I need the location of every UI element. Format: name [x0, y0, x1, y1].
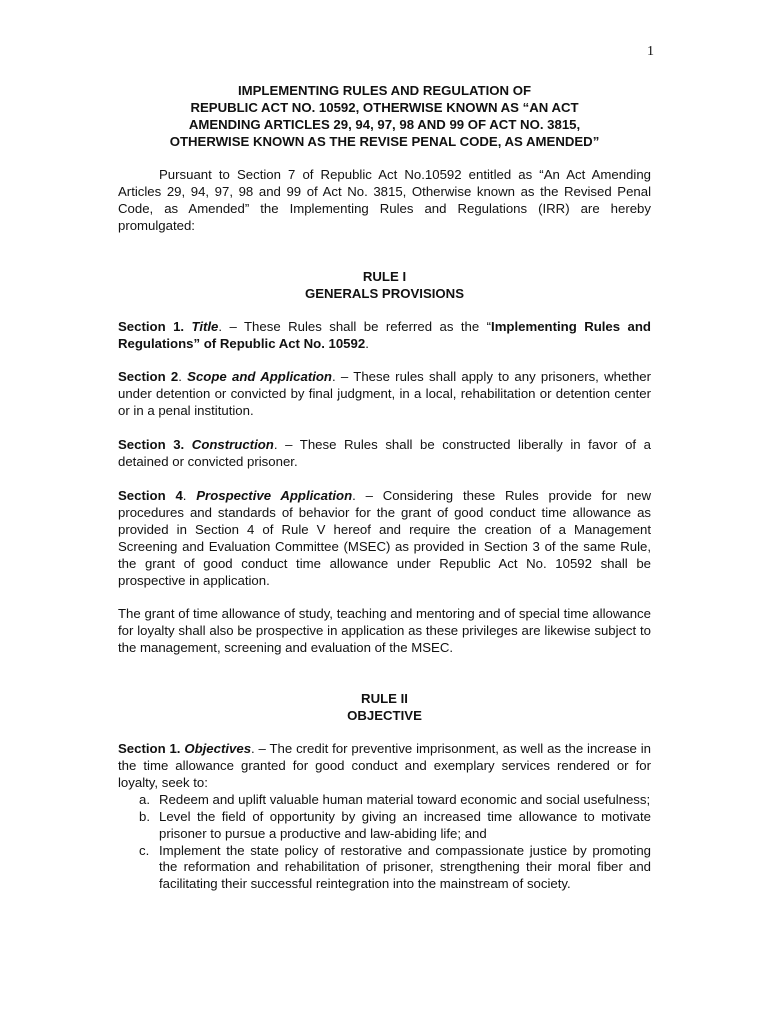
title-line: AMENDING ARTICLES 29, 94, 97, 98 AND 99 OF ACT NO. 3815, — [188, 117, 581, 132]
document-title — [118, 82, 651, 150]
section-title: Scope and Application — [187, 369, 332, 385]
list-item — [139, 808, 651, 843]
list-marker: c. — [139, 842, 150, 858]
rule-2-section-1 — [118, 741, 651, 792]
section-text: . – The credit for preventive imprisonment, as well as the increase in the time allowance granted for good conduct and exemplary services rendered or for loyalty, seek to: — [118, 741, 651, 790]
section-dot: . — [178, 369, 188, 385]
title-line: OTHERWISE KNOWN AS THE REVISE PENAL CODE, AS AMENDED” — [169, 134, 600, 149]
document-body — [118, 82, 651, 893]
section-text: . – Considering these Rules provide for new procedures and standards of behavior for the grant of good conduct time allowance as provided in Section 4 of Rule V hereof and require the creation of a Management Screening and Evaluation Committee (MSEC) as provided in Section 3 of the same Rule, the grant of good conduct time allowance under Republic Act No. 10592 shall be prospective in application. — [118, 487, 651, 588]
section-title: Prospective Application — [196, 487, 353, 503]
rule-1-heading — [118, 268, 651, 302]
list-item — [139, 842, 651, 894]
list-item-text: Level the field of opportunity by giving an increased time allowance to motivate prisoner to pursue a productive and law-abiding life; and — [159, 808, 651, 841]
list-marker: b. — [139, 808, 150, 824]
objectives-list — [118, 792, 651, 893]
rule-1-section-4 — [118, 488, 651, 589]
list-item — [139, 791, 651, 809]
rule-1-paragraph: The grant of time allowance of study, teaching and mentoring and of special time allowance for loyalty shall also be prospective in application as these privileges are likewise subject to the management, screening and evaluation of the MSEC. — [118, 606, 651, 656]
section-title: Objectives — [184, 741, 252, 757]
section-number: Section 3. — [118, 437, 192, 453]
rule-1-section-1 — [118, 319, 651, 353]
section-text: . – These Rules shall be referred as the “ — [218, 318, 492, 334]
rule-name: OBJECTIVE — [347, 708, 422, 724]
section-dot: . — [182, 487, 197, 503]
page-number: 1 — [647, 44, 654, 59]
title-line: REPUBLIC ACT NO. 10592, OTHERWISE KNOWN AS “AN ACT — [190, 100, 579, 115]
section-number: Section 1. — [118, 318, 192, 334]
section-text: . – These rules shall apply to any prisoners, whether under detention or convicted by final judgment, in a local, rehabilitation or detention center or in a penal institution. — [118, 369, 652, 419]
section-text-end: . — [365, 335, 369, 351]
section-text: . – These Rules shall be constructed liberally in favor of a detained or convicted prisoner. — [118, 437, 651, 470]
section-title: Title — [191, 318, 219, 334]
list-item-text: Redeem and uplift valuable human material toward economic and social usefulness; — [159, 791, 651, 807]
rule-number: RULE II — [361, 691, 408, 707]
section-number: Section 2 — [118, 369, 179, 385]
rule-name: GENERALS PROVISIONS — [304, 285, 464, 301]
rule-number: RULE I — [362, 268, 407, 284]
section-title: Construction — [191, 437, 274, 453]
rule-1-section-2 — [118, 369, 651, 420]
rule-2-heading — [118, 690, 651, 724]
title-line: IMPLEMENTING RULES AND REGULATION OF — [237, 83, 532, 98]
section-bold-text: Implementing Rules and Regulations” of Republic Act No. 10592 — [118, 318, 651, 351]
section-number: Section 1. — [118, 741, 185, 757]
rule-1-section-3 — [118, 437, 651, 471]
section-number: Section 4 — [118, 487, 183, 503]
intro-paragraph: Pursuant to Section 7 of Republic Act No.10592 entitled as “An Act Amending Articles 29, 94, 97, 98 and 99 of Act No. 3815, Otherwise known as the Revised Penal Code, as Amended” the Implementing Rules and Regulations (IRR) are hereby promulgated: — [118, 167, 651, 233]
list-item-text: Implement the state policy of restorative and compassionate justice by promoting the reformation and rehabilitation of prisoner, strengthening their moral fiber and facilitating their successful reintegration into the mainstream of society. — [159, 842, 651, 892]
list-marker: a. — [139, 791, 150, 807]
